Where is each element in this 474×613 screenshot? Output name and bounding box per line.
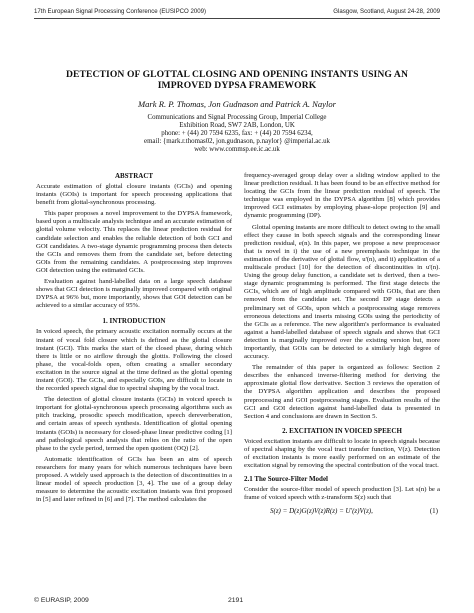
right-column [244,172,440,517]
body-paragraph: In voiced speech, the primary acoustic excitation normally occurs at the instant of vocal fold closure which is defined as the glottal closure instant (GCI). This marks the start of the closed phase, during which there is little or no airflow through the glottis. Following the closed phase, the vocal-folds open, often creating a smaller secondary excitation in the source signal at the time defined as the glottal opening instant (GOI). The GCIs, and especially GOIs, are difficult to locate in the recorded speech signal due to spectral shaping by the vocal tract. [36,328,232,393]
affiliation-line: Communications and Signal Processing Group, Imperial College [147,114,327,121]
abstract-paragraph: Evaluation against hand-labelled data on a large speech database shows that GCI detection is marginally improved compared with original DYPSA at 96% but, more importantly, shows that GOI detection can be achieved to a similar accuracy of 95%. [36,278,232,310]
body-paragraph: Automatic identification of GCIs has been an aim of speech researchers for many years for which numerous techniques have been proposed. A widely used approach is the detection of discontinuities in a linear model of speech production [3, 4]. The use of a group delay measure to determine the acoustic excitation instants was first proposed in [5] and later refined in [6] and [7]. The method calculates the [36,455,232,504]
paper-title [40,69,434,92]
affiliation-line: web: www.commsp.ee.ic.ac.uk [194,146,280,154]
body-paragraph: The detection of glottal closure instants (GCIs) in voiced speech is important for glottal-synchronous speech processing algorithms such as pitch tracking, prosodic speech modification, speech dereverberation, and certain areas of speech synthesis. Identification of glottal opening instants (GOIs) is necessary for closed-phase linear predictive coding [1] and pathological speech analysis that relies on the ratio of the open phase to the cycle period, termed the open quotient (OQ) [2]. [36,396,232,452]
left-column [36,172,232,507]
affiliation-line: Exhibition Road, SW7 2AB, London, UK [179,122,295,130]
source-filter-heading: 2.1 The Source-Filter Model [244,475,328,484]
equation-body: S(z) = D(z)G(z)V(z)R(z) = U'(z)V(z), [270,507,373,516]
copyright-footer: © EURASIP, 2009 [34,597,89,604]
affiliation-block [60,114,414,154]
abstract-paragraph: This paper proposes a novel improvement to the DYPSA framework, based upon a multiscale analysis technique and an accurate estimation of glottal volume velocity. This replaces the linear prediction residual for candidate selection and enables the reliable detection of both GCI and GOI candidates. A two-stage dynamic programming process then detects the GCIs and removes them from the candidate set, before detecting GOIs from the remaining candidates. A postprocessing step improves GOI detection using the estimated GCIs. [36,210,232,274]
body-paragraph: frequency-averaged group delay over a sliding window applied to the linear prediction residual. It has been found to be an effective method for locating the GCIs from the linear prediction residual of speech. The technique was employed in the DYPSA algorithm [8] which provides improved GCI estimates by employing phase-slope projection [9] and dynamic programming (DP). [244,172,440,220]
header-rule [34,18,440,19]
body-paragraph: The remainder of this paper is organized as follows: Section 2 describes the enhanced inverse-filtering method for deriving the approximate glottal flow derivative. Section 3 reviews the operation of the DYPSA algorithm application and describes the proposed preprocessing and GOI postprocessing stages. Evaluation results of the GCI and GOI detection against hand-labelled data is presented in Section 4 and conclusions are drawn in Section 5. [244,364,440,420]
abstract-paragraph: Accurate estimation of glottal closure instants (GCIs) and opening instants (GOIs) is important for speech processing applications that benefit from glottal-synchronous processing. [36,183,232,207]
body-paragraph: Consider the source-filter model of speech production [3]. Let s(n) be a frame of voiced speech with z-transform S(z) such that [244,486,440,502]
page-number: 2191 [228,597,244,604]
paper-title-line-1: DETECTION OF GLOTTAL CLOSING AND OPENING INSTANTS USING AN [65,69,408,80]
affiliation-line: phone: + (44) 20 7594 6235, fax: + (44) 20 7594 6234, [161,130,313,138]
paper-title-line-2: IMPROVED DYPSA FRAMEWORK [157,80,317,92]
location-date-header: Glasgow, Scotland, August 24-28, 2009 [333,8,440,15]
equation-1 [244,505,440,517]
conference-header: 17th European Signal Processing Conference (EUSIPCO 2009) [34,8,207,15]
affiliation-line: email: {mark.r.thomas02, jon.gudnason, p.naylor} @imperial.ac.uk [144,138,330,146]
equation-number: (1) [429,507,438,516]
abstract-heading: ABSTRACT [114,172,154,180]
body-paragraph: Glottal opening instants are more difficult to detect owing to the small effect they cause in both speech signals and the corresponding linear prediction residual, e(n). In this paper, we propose a new preprocessor that is novel in i) the use of a new preemphasis technique in the estimation of the derivative of glottal flow, u'(n), and ii) application of a multiscale product [10] for the detection of discontinuities in u'(n). Using the group delay function, a candidate set is derived, then a two-stage dynamic programming is performed. The first stage detects the GCIs, which are of high amplitude compared with GOIs, that are then removed from the candidate set. The second DP stage detects a preliminary set of GOIs, upon which a postprocessing stage removes erroneous detections and inserts missing GOIs using the periodicity of the GCIs as a reference. The new algorithm's performance is evaluated against a hand-labelled database of speech signals and shows that GCI detection is marginally improved over the existing version but, more importantly, that GOIs can be detected to a similarly high degree of accuracy. [244,223,441,361]
excitation-heading: 2. EXCITATION IN VOICED SPEECH [282,426,402,435]
paper-authors: Mark R. P. Thomas, Jon Gudnason and Patrick A. Naylor [137,99,337,109]
body-paragraph: Voiced excitation instants are difficult to locate in speech signals because of spectral shaping by the vocal tract transfer function, V(z). Detection of excitation instants is more easily performed on an estimate of the excitation signal by removing the spectral contribution of the vocal tract. [244,437,440,470]
introduction-heading: 1. INTRODUCTION [102,317,166,326]
